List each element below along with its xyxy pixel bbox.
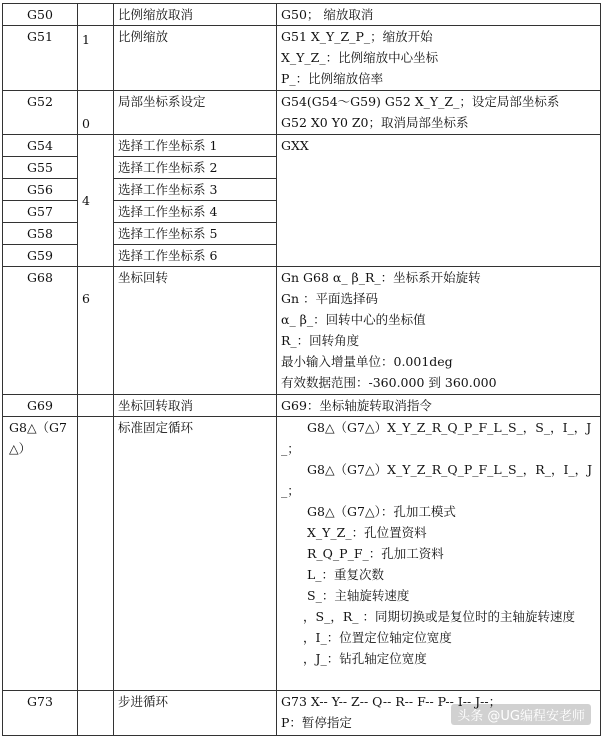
- group-label: 6: [82, 291, 90, 306]
- desc-line: ，J_：钻孔轴定位宽度: [303, 651, 427, 666]
- desc-line: Gn G68 α_ β_R_：坐标系开始旋转: [281, 270, 481, 285]
- name-cell: 坐标回转取消: [114, 395, 277, 417]
- desc-cell: [277, 4, 601, 26]
- name-cell: 选择工作坐标系 3: [114, 179, 277, 201]
- desc-line: 最小输入增量单位：0.001deg: [281, 354, 453, 369]
- group-label: 0: [82, 116, 90, 131]
- table-row: [3, 395, 601, 417]
- desc-line: X_Y_Z_：比例缩放中心坐标: [281, 50, 439, 65]
- name-cell: 比例缩放: [114, 26, 277, 91]
- desc-line: R_Q_P_F_：孔加工资料: [307, 546, 444, 561]
- name-cell: 坐标回转: [114, 267, 277, 395]
- code-cell: G52: [3, 91, 78, 135]
- name-cell: 选择工作坐标系 2: [114, 157, 277, 179]
- desc-text: ，S_，R_ ：同期切换或是复位时的主轴旋转速度: [303, 609, 575, 624]
- name-cell: 选择工作坐标系 4: [114, 201, 277, 223]
- desc-line: S_：主轴旋转速度: [307, 588, 410, 603]
- desc-line: α_ β_：回转中心的坐标值: [281, 312, 426, 327]
- code-cell: [3, 417, 78, 691]
- group-label: 4: [82, 193, 90, 208]
- desc-line: L_：重复次数: [307, 567, 385, 582]
- desc-line: [281, 606, 596, 627]
- table-row: [3, 4, 601, 26]
- desc-line: [281, 417, 596, 459]
- name-cell: 标准固定循环: [114, 417, 277, 691]
- desc-line: GXX: [281, 138, 309, 153]
- table-row: [3, 135, 601, 157]
- desc-line: G52 X0 Y0 Z0；取消局部坐标系: [281, 115, 469, 130]
- code-cell: G68: [3, 267, 78, 395]
- desc-line: ，I_：位置定位轴定位宽度: [303, 630, 452, 645]
- code-cell: G59: [3, 245, 78, 267]
- desc-line: P_：比例缩放倍率: [281, 71, 384, 86]
- group-cell: [78, 135, 114, 267]
- desc-line: G69：坐标轴旋转取消指令: [281, 398, 432, 413]
- desc-cell: [277, 267, 601, 395]
- code-label: G8△（G7△）: [9, 420, 67, 456]
- code-cell: G50: [3, 4, 78, 26]
- watermark: 头条 @UG编程安老师: [451, 704, 591, 725]
- desc-line: G73 X-- Y-- Z-- Q-- R-- F-- P-- I-- J--；: [281, 694, 502, 709]
- desc-text: G8△（G7△）X_Y_Z_R_Q_P_F_L_S_，R_，I_，J_；: [281, 462, 593, 498]
- table-row: [3, 26, 601, 91]
- desc-cell: [277, 26, 601, 91]
- group-label: 1: [82, 32, 90, 47]
- desc-line: G54(G54～G59) G52 X_Y_Z_；设定局部坐标系: [281, 94, 560, 109]
- name-cell: 选择工作坐标系 6: [114, 245, 277, 267]
- desc-cell: [277, 395, 601, 417]
- code-cell: G56: [3, 179, 78, 201]
- code-cell: G51: [3, 26, 78, 91]
- table-row: [3, 91, 601, 135]
- group-cell: [78, 691, 114, 736]
- name-cell: 选择工作坐标系 5: [114, 223, 277, 245]
- gcode-table: [2, 3, 601, 736]
- desc-line: [281, 459, 596, 501]
- desc-line: X_Y_Z_：孔位置资料: [307, 525, 427, 540]
- name-cell: 步进循环: [114, 691, 277, 736]
- group-cell: [78, 4, 114, 26]
- table-row: [3, 417, 601, 691]
- code-cell: G58: [3, 223, 78, 245]
- code-cell: G54: [3, 135, 78, 157]
- desc-line: G8△（G7△）：孔加工模式: [307, 504, 456, 519]
- group-cell: [78, 267, 114, 395]
- desc-line: P：暂停指定: [281, 715, 352, 730]
- desc-cell: [277, 417, 601, 691]
- code-cell: G69: [3, 395, 78, 417]
- table-row: [3, 267, 601, 395]
- group-cell: [78, 91, 114, 135]
- desc-cell: [277, 91, 601, 135]
- group-cell: [78, 417, 114, 691]
- group-cell: [78, 395, 114, 417]
- name-cell: 比例缩放取消: [114, 4, 277, 26]
- desc-line: G50； 缩放取消: [281, 7, 374, 22]
- desc-line: G51 X_Y_Z_P_；缩放开始: [281, 29, 433, 44]
- desc-line: 有效数据范围：-360.000 到 360.000: [281, 375, 497, 390]
- code-cell: G57: [3, 201, 78, 223]
- name-cell: 局部坐标系设定: [114, 91, 277, 135]
- group-cell: [78, 26, 114, 91]
- desc-line: R_：回转角度: [281, 333, 360, 348]
- desc-cell: [277, 135, 601, 267]
- desc-line: Gn ：平面选择码: [281, 291, 379, 306]
- code-cell: G55: [3, 157, 78, 179]
- desc-text: G8△（G7△）X_Y_Z_R_Q_P_F_L_S_，S_，I_，J_；: [281, 420, 592, 456]
- code-cell: G73: [3, 691, 78, 736]
- name-cell: 选择工作坐标系 1: [114, 135, 277, 157]
